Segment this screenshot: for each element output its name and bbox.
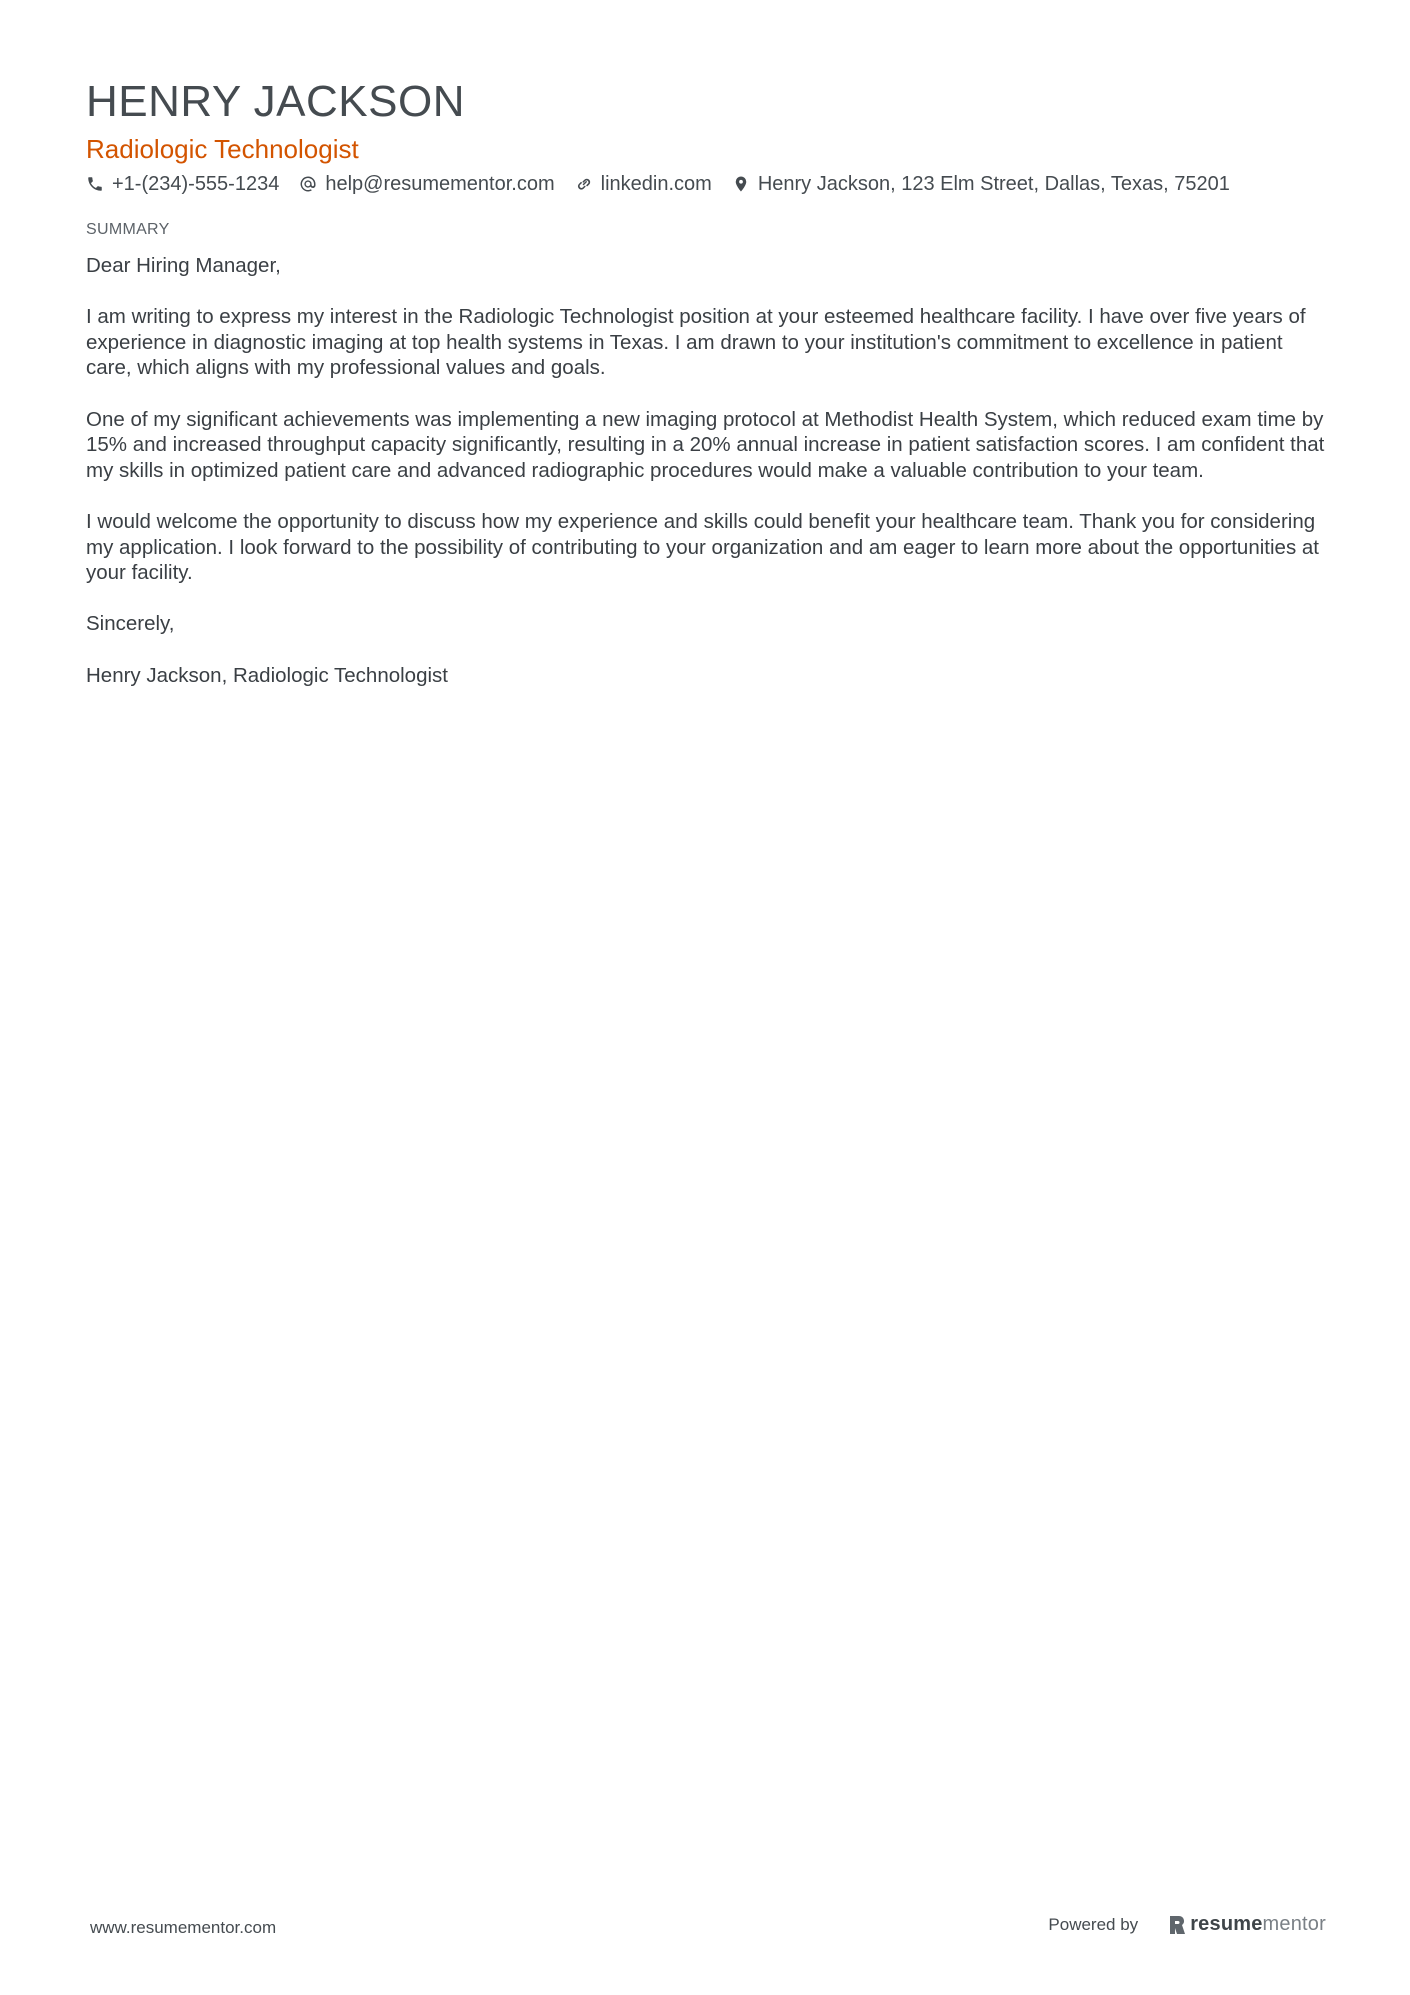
logo-text-light: mentor xyxy=(1262,1913,1326,1935)
header xyxy=(86,74,1324,198)
link-icon xyxy=(575,175,593,193)
contact-address xyxy=(732,170,1230,198)
location-pin-icon xyxy=(732,175,750,193)
powered-by-text: Powered by xyxy=(1048,1914,1139,1934)
letter-paragraph-1: I am writing to express my interest in the Radiologic Technologist position at your esteemed healthcare facility. I have over five years of experience in diagnostic imaging at top health systems in Texas. I am drawn to your institution's commitment to excellence in patient care, which aligns with my professional values and goals. xyxy=(86,305,1306,380)
resumementor-logo-icon xyxy=(1168,1914,1186,1936)
footer-website-link[interactable]: www.resumementor.com xyxy=(90,1918,277,1937)
contact-phone xyxy=(86,170,279,198)
contact-row xyxy=(86,170,1324,198)
letter-signature: Henry Jackson, Radiologic Technologist xyxy=(86,663,448,687)
job-title: Radiologic Technologist xyxy=(86,134,359,164)
contact-email[interactable] xyxy=(299,170,554,198)
email-text: help@resumementor.com xyxy=(325,173,555,195)
linkedin-text: linkedin.com xyxy=(600,173,712,195)
phone-icon xyxy=(86,175,104,193)
resumementor-logo[interactable] xyxy=(1168,1913,1326,1936)
letter-greeting: Dear Hiring Manager, xyxy=(86,254,281,277)
letter-closing: Sincerely, xyxy=(86,612,175,636)
address-text: Henry Jackson, 123 Elm Street, Dallas, Texas, 75201 xyxy=(757,173,1230,195)
letter-paragraph-2: One of my significant achievements was implementing a new imaging protocol at Methodist Health System, which reduced exam time by 15% and increased throughput capacity significantly, resulting in a 20% annual increase in patient satisfaction scores. I am confident that my skills in optimized patient care and advanced radiographic procedures would make a valuable contribution to your team. xyxy=(86,407,1325,482)
candidate-name: HENRY JACKSON xyxy=(86,77,465,126)
phone-text: +1-(234)-555-1234 xyxy=(112,173,280,195)
letter-body xyxy=(86,253,1326,714)
section-heading-summary: SUMMARY xyxy=(86,221,170,238)
letter-paragraph-3: I would welcome the opportunity to discuss how my experience and skills could benefit your healthcare team. Thank you for considering my application. I look forward to the possibility of contributing to your organization and am eager to learn more about the opportunities at your facility. xyxy=(86,509,1319,585)
logo-text-bold: resume xyxy=(1190,1913,1263,1935)
contact-linkedin[interactable] xyxy=(575,170,712,198)
at-icon xyxy=(299,175,317,193)
footer-branding xyxy=(1048,1913,1326,1936)
